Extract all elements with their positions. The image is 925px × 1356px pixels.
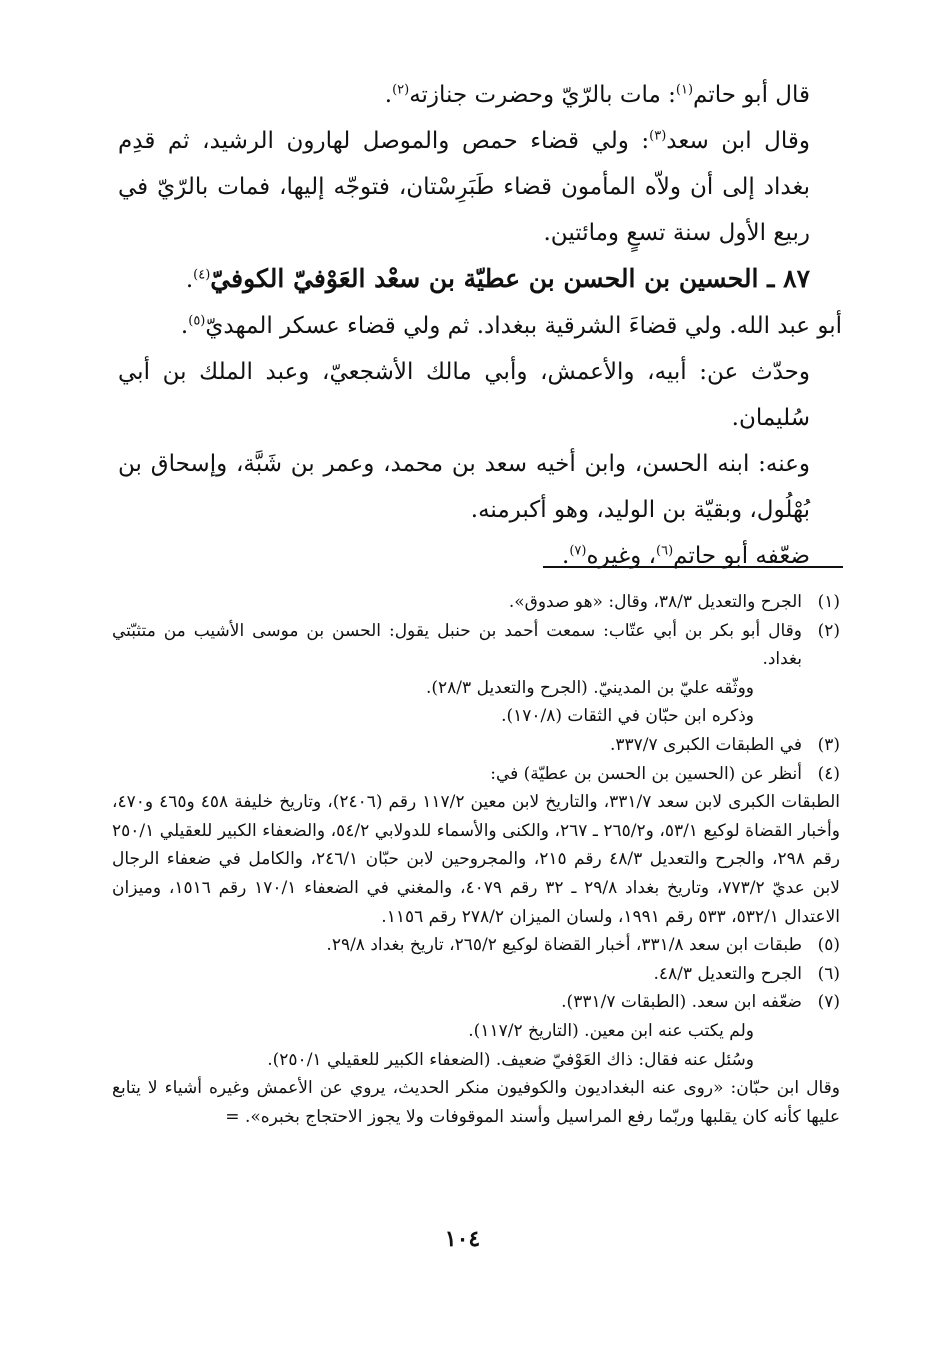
footnote-line: وقال أبو بكر بن أبي عتّاب: سمعت أحمد بن حنبل يقول: الحسن بن موسى الأشيب من متثبّتي بغداد. (112, 620, 802, 670)
main-text (118, 72, 842, 579)
footnote-ref-2[interactable]: (٢) (392, 82, 410, 98)
text-span: أبو عبد الله. ولي قضاءَ الشرقية ببغداد. ثم ولي قضاء عسكر المهديّ (205, 313, 842, 339)
footnote-text (112, 731, 802, 760)
paragraph-weakened (118, 533, 842, 579)
paragraph-narrators: وعنه: ابنه الحسن، وابن أخيه سعد بن محمد، وعمر بن شَبَّة، وإسحاق بن بُهْلُول، وبقيّة بن الوليد، وهو أكبرمنه. (118, 451, 810, 523)
text-span: . (180, 313, 189, 339)
footnote-subline: ووثّقه عليّ بن المدينيّ. (الجرح والتعديل ٢٨/٣). (426, 677, 754, 698)
footnote-line: طبقات ابن سعد ٣٣١/٨، أخبار القضاة لوكيع ٢٦٥/٢، تاريخ بغداد ٢٩/٨. (326, 935, 802, 956)
footnote-number: (٣) (817, 734, 840, 755)
footnote-line: الجرح والتعديل ٣٨/٣، وقال: «هو صدوق». (508, 592, 802, 612)
footnote-4 (112, 760, 840, 932)
footnote-number: (٥) (817, 935, 840, 956)
text-span: ضعّفه أبو حاتم (673, 543, 810, 569)
footnote-subline: وسُئل عنه فقال: ذاك العَوْفيّ ضعيف. (الضعفاء الكبير للعقيلي ٢٥٠/١). (267, 1049, 754, 1070)
entry-heading (118, 256, 842, 303)
footnote-ref-7[interactable]: (٧) (569, 543, 587, 559)
footnote-7 (112, 988, 840, 1131)
footnote-3 (112, 731, 840, 760)
footnote-separator (543, 566, 843, 568)
text-span: وقال ابن سعد (666, 128, 810, 154)
footnote-text (112, 988, 840, 1131)
footnote-number: (٧) (817, 992, 840, 1013)
footnote-quote: وقال ابن حبّان: «روى عنه البغداديون والكوفيون منكر الحديث، يروي عن الأعمش وغيره أشياء لا يتابع عليها كأنه كان يقلبها وربّما رفع المراسيل وأسند الموقوفات ولا يجوز الاحتجاج بخبره». = (112, 1078, 840, 1127)
page-number: ١٠٤ (444, 1226, 481, 1252)
entry-title: ٨٧ ـ الحسين بن الحسن بن عطيّة بن سعْد العَوْفيّ الكوفيّ (210, 264, 810, 293)
footnote-ref-6[interactable]: (٦) (656, 543, 674, 559)
footnote-1 (112, 588, 840, 617)
text-span: . (562, 543, 570, 569)
footnote-text (112, 588, 802, 617)
footnote-text (112, 760, 840, 932)
footnote-subline: ولم يكتب عنه ابن معين. (التاريخ ١١٧/٢). (468, 1020, 754, 1041)
footnote-number: (٤) (817, 763, 840, 784)
footnote-sources: الطبقات الكبرى لابن سعد ٣٣١/٧، والتاريخ لابن معين ١١٧/٢ رقم (٢٤٠٦)، وتاريخ خليفة ٤٥٨ و٤٦٥ و٤٧٠، وأخبار القضاة لوكيع ٥٣/١، و٢٦٥/٢ ـ ٢٦٧، والكنى والأسماء للدولابي ٥٤/٢، والضعفاء الكبير للعقيلي ٢٥٠/١ رقم ٢٩٨، والجرح والتعديل ٤٨/٣ رقم ٢١٥، والمجروحين لابن حبّان ٢٤٦/١، والكامل في ضعفاء الرجال لابن عديّ ٧٧٣/٢، وتاريخ بغداد ٢٩/٨ ـ ٣٢ رقم ٤٠٧٩، والمغني في الضعفاء ١٧٠/١ رقم ١٥١٦، وميزان الاعتدال ٥٣٢/١، ٥٣٣ رقم ١٩٩١، ولسان الميزان ٢٧٨/٢ رقم ١١٥٦. (112, 792, 840, 927)
footnote-line: أنظر عن (الحسين بن الحسن بن عطيّة) في: (490, 763, 802, 784)
footnote-5 (112, 931, 840, 960)
footnote-6 (112, 960, 840, 989)
text-span: . (384, 82, 393, 108)
footnote-text (112, 960, 802, 989)
paragraph-ibn-saad (118, 118, 842, 256)
text-span: قال أبو حاتم (693, 82, 810, 108)
footnote-number: (١) (817, 592, 840, 612)
footnote-text (112, 931, 802, 960)
text-span: ، وغيره (586, 543, 657, 569)
paragraph-death (118, 72, 842, 118)
footnote-ref-4[interactable]: (٤) (193, 267, 211, 283)
text-span: : ولي قضاء حمص والموصل لهارون الرشيد، ثم قدِم بغداد إلى أن ولاّه المأمون قضاء طَبَرِسْتان، فتوجّه إليها، فمات بالرّيّ في ربيع الأول سنة تسعٍ ومائتين. (118, 128, 810, 246)
paragraph-narrated-from: وحدّث عن: أبيه، والأعمش، وأبي مالك الأشجعيّ، وعبد الملك بن أبي سُليمان. (118, 359, 810, 431)
text-span: : مات بالرّيّ وحضرت جنازته (409, 82, 676, 108)
footnote-line: الجرح والتعديل ٤٨/٣. (653, 963, 802, 984)
footnote-number: (٢) (817, 620, 840, 641)
footnote-subline: وذكره ابن حبّان في الثقات (١٧٠/٨). (501, 706, 754, 727)
footnote-line: ضعّفه ابن سعد. (الطبقات ٣٣١/٧). (561, 992, 802, 1013)
footnote-line: في الطبقات الكبرى ٣٣٧/٧. (609, 734, 802, 755)
footnote-text (112, 617, 802, 731)
footnote-2 (112, 617, 840, 731)
footnote-ref-3[interactable]: (٣) (649, 128, 667, 144)
paragraph-kunya (118, 303, 842, 349)
text-span: . (185, 267, 194, 293)
footnote-number: (٦) (817, 963, 840, 984)
footnote-ref-1[interactable]: (١) (675, 82, 694, 98)
footnote-ref-5[interactable]: (٥) (188, 313, 206, 329)
footnotes (112, 588, 840, 1131)
